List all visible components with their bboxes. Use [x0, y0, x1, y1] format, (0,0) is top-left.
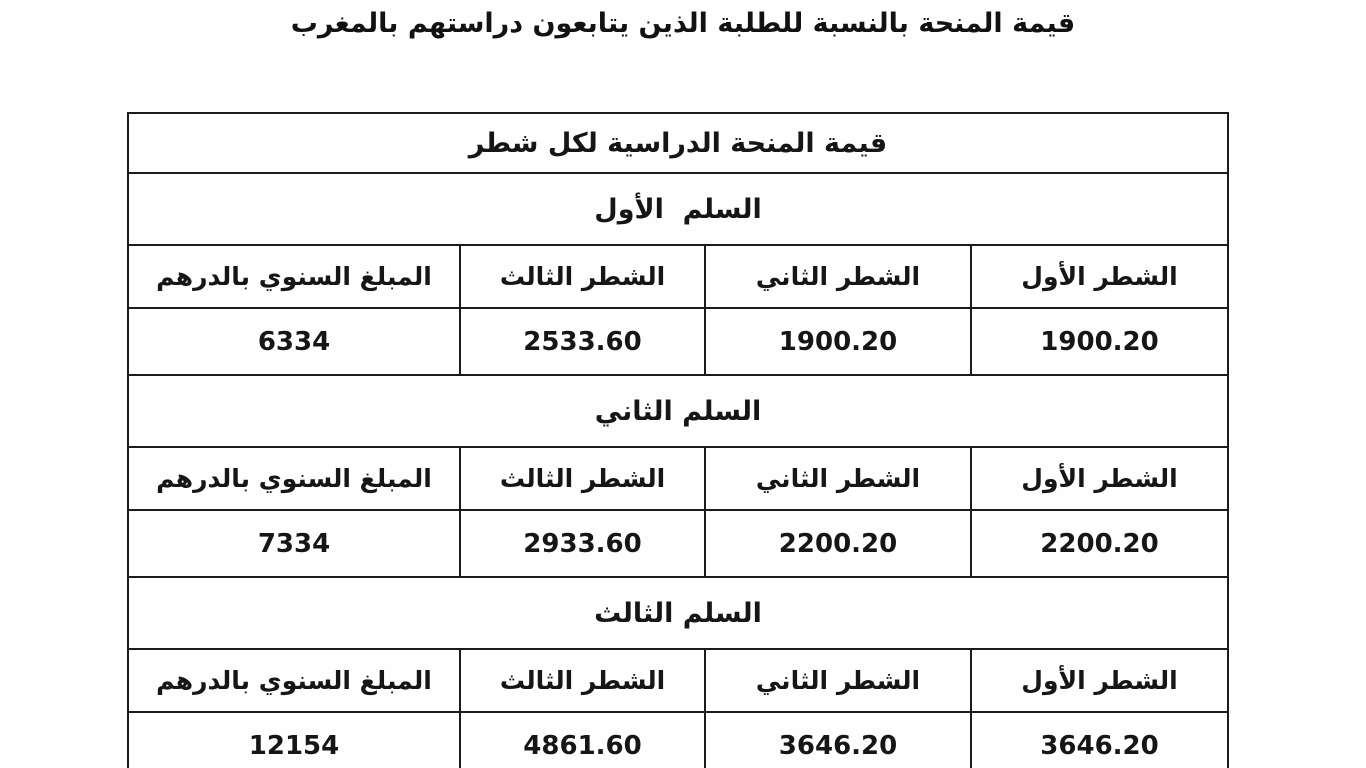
value-scale3-second-installment: 3646.20 [705, 712, 971, 768]
value-scale1-third-installment: 2533.60 [460, 308, 705, 375]
value-scale1-annual-amount: 6334 [128, 308, 460, 375]
header-row-scale-3 [128, 649, 1228, 712]
value-row-scale-2 [128, 510, 1228, 577]
table-caption: قيمة المنحة الدراسية لكل شطر [128, 113, 1228, 173]
section-title-scale-3: السلم الثالث [128, 577, 1228, 649]
column-header-first-installment: الشطر الأول [971, 649, 1228, 712]
column-header-second-installment: الشطر الثاني [705, 447, 971, 510]
value-scale2-third-installment: 2933.60 [460, 510, 705, 577]
column-header-third-installment: الشطر الثالث [460, 649, 705, 712]
column-header-annual-amount: المبلغ السنوي بالدرهم [128, 245, 460, 308]
column-header-third-installment: الشطر الثالث [460, 245, 705, 308]
value-scale1-second-installment: 1900.20 [705, 308, 971, 375]
section-title-row-1 [128, 173, 1228, 245]
value-scale2-first-installment: 2200.20 [971, 510, 1228, 577]
page-title: قيمة المنحة بالنسبة للطلبة الذين يتابعون دراستهم بالمغرب [290, 8, 1076, 39]
grant-values-table [127, 112, 1229, 768]
value-row-scale-1 [128, 308, 1228, 375]
value-scale1-first-installment: 1900.20 [971, 308, 1228, 375]
section-title-row-2 [128, 375, 1228, 447]
section-title-row-3 [128, 577, 1228, 649]
column-header-annual-amount: المبلغ السنوي بالدرهم [128, 447, 460, 510]
value-scale3-first-installment: 3646.20 [971, 712, 1228, 768]
header-row-scale-2 [128, 447, 1228, 510]
table-caption-row [128, 113, 1228, 173]
column-header-third-installment: الشطر الثالث [460, 447, 705, 510]
value-row-scale-3 [128, 712, 1228, 768]
column-header-first-installment: الشطر الأول [971, 447, 1228, 510]
value-scale3-annual-amount: 12154 [128, 712, 460, 768]
header-row-scale-1 [128, 245, 1228, 308]
section-title-scale-1: السلم الأول [128, 173, 1228, 245]
column-header-annual-amount: المبلغ السنوي بالدرهم [128, 649, 460, 712]
column-header-second-installment: الشطر الثاني [705, 649, 971, 712]
value-scale3-third-installment: 4861.60 [460, 712, 705, 768]
section-title-scale-2: السلم الثاني [128, 375, 1228, 447]
value-scale2-second-installment: 2200.20 [705, 510, 971, 577]
column-header-second-installment: الشطر الثاني [705, 245, 971, 308]
value-scale2-annual-amount: 7334 [128, 510, 460, 577]
column-header-first-installment: الشطر الأول [971, 245, 1228, 308]
